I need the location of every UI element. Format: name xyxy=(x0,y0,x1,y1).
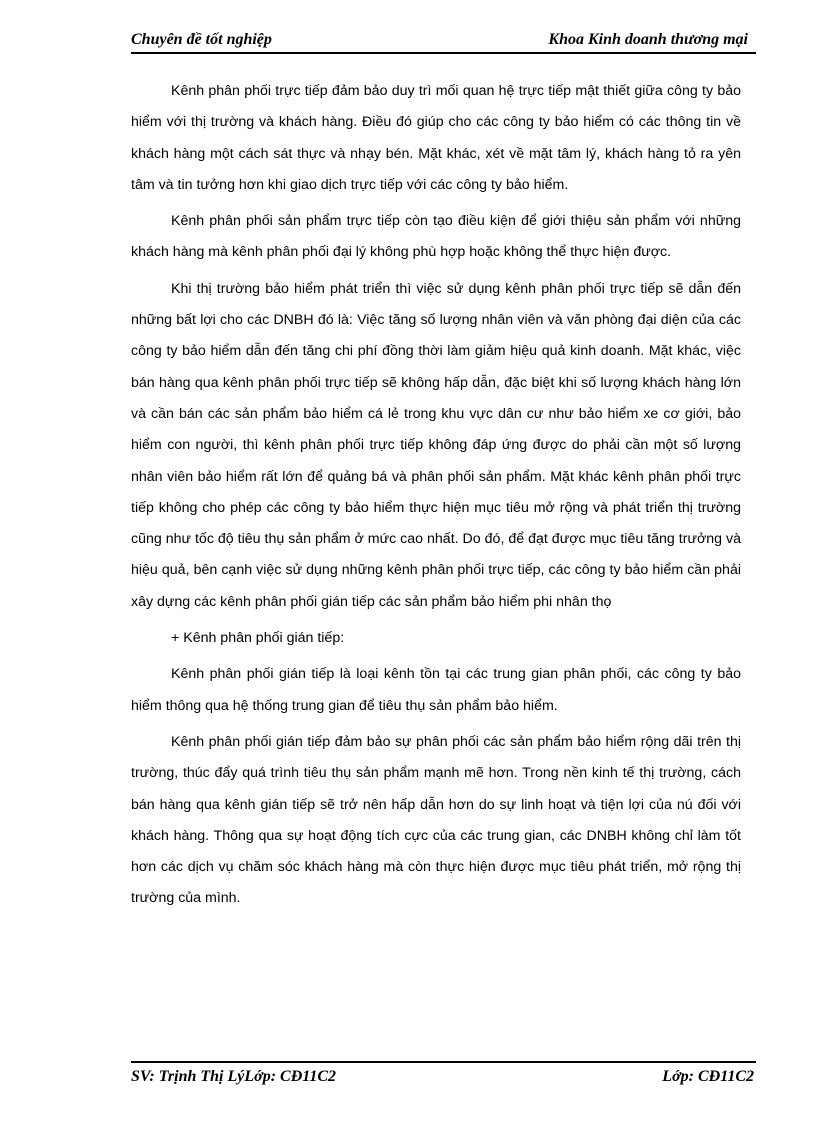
paragraph-2: Kênh phân phối sản phẩm trực tiếp còn tạo điều kiện để giới thiệu sản phẩm với những khách hàng mà kênh phân phối đại lý không phù hợp hoặc không thể thực hiện được. xyxy=(131,213,741,261)
paragraph-1: Kênh phân phối trực tiếp đảm bảo duy trì mối quan hệ trực tiếp mật thiết giữa công ty bảo hiểm với thị trường và khách hàng. Điều đó giúp cho các công ty bảo hiểm có các thông tin về khách hàng một cách sát thực và nhạy bén. Mặt khác, xét về mặt tâm lý, khách hàng tỏ ra yên tâm và tin tưởng hơn khi giao dịch trực tiếp với các công ty bảo hiểm. xyxy=(131,83,741,193)
page-footer xyxy=(131,1061,756,1086)
page-header xyxy=(131,28,756,54)
footer-class-info: Lớp: CĐ11C2 xyxy=(662,1068,754,1085)
document-body xyxy=(131,76,741,920)
header-right-title: Khoa Kinh doanh thương mại xyxy=(548,31,748,48)
paragraph-4: Kênh phân phối gián tiếp là loại kênh tồn tại các trung gian phân phối, các công ty bảo hiểm thông qua hệ thống trung gian để tiêu thụ sản phẩm bảo hiểm. xyxy=(131,666,741,714)
paragraph-3: Khi thị trường bảo hiểm phát triển thì việc sử dụng kênh phân phối trực tiếp sẽ dẫn đến những bất lợi cho các DNBH đó là: Việc tăng số lượng nhân viên và văn phòng đại diện của các công ty bảo hiểm dẫn đến tăng chi phí đồng thời làm giảm hiệu quả kinh doanh. Mặt khác, việc bán hàng qua kênh phân phối trực tiếp sẽ không hấp dẫn, đặc biệt khi số lượng khách hàng lớn và cần bán các sản phẩm bảo hiểm cá lẻ trong khu vực dân cư như bảo hiểm xe cơ giới, bảo hiểm con người, thì kênh phân phối trực tiếp không đáp ứng được do phải cần một số lượng nhân viên bảo hiểm rất lớn để quảng bá và phân phối sản phẩm. Mặt khác kênh phân phối trực tiếp không cho phép các công ty bảo hiểm thực hiện mục tiêu mở rộng và phát triển thị trường cũng như tốc độ tiêu thụ sản phẩm ở mức cao nhất. Do đó, để đạt được mục tiêu tăng trưởng và hiệu quả, bên cạnh việc sử dụng những kênh phân phối trực tiếp, các công ty bảo hiểm cần phải xây dựng các kênh phân phối gián tiếp các sản phẩm bảo hiểm phi nhân thọ xyxy=(131,280,741,610)
footer-student-info: SV: Trịnh Thị LýLớp: CĐ11C2 xyxy=(131,1068,337,1085)
paragraph-5: Kênh phân phối gián tiếp đảm bảo sự phân phối các sản phẩm bảo hiểm rộng dãi trên thị trường, thúc đẩy quá trình tiêu thụ sản phẩm mạnh mẽ hơn. Trong nền kinh tế thị trường, cách bán hàng qua kênh gián tiếp sẽ trở nên hấp dẫn hơn do sự linh hoạt và tiện lợi của nú đối với khách hàng. Thông qua sự hoạt động tích cực của các trung gian, các DNBH không chỉ làm tốt hơn các dịch vụ chăm sóc khách hàng mà còn thực hiện được mục tiêu phát triển, mở rộng thị trường của mình. xyxy=(131,733,741,907)
header-left-title: Chuyên đề tốt nghiệp xyxy=(131,31,272,48)
section-heading-indirect-channel: + Kênh phân phối gián tiếp: xyxy=(171,630,345,647)
